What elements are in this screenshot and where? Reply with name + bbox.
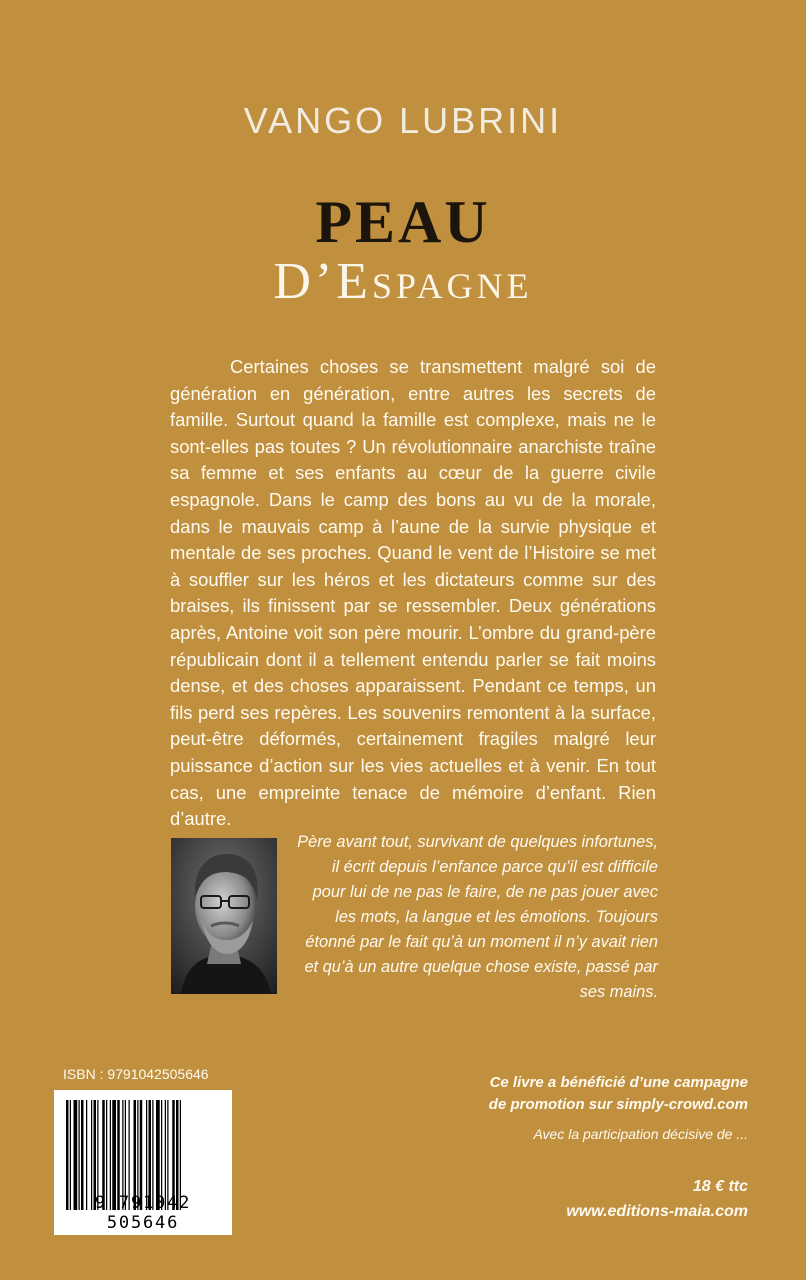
promo-line-1: Ce livre a bénéficié d’une campagne	[489, 1074, 748, 1091]
isbn-label: ISBN : 9791042505646	[63, 1066, 209, 1082]
price: 18 € ttc	[692, 1178, 748, 1195]
participation-text: Avec la participation décisive de ...	[533, 1126, 748, 1142]
author-portrait-image	[171, 838, 277, 994]
book-title-line1: PEAU	[315, 189, 491, 255]
promo-text	[418, 1072, 748, 1116]
barcode-bars	[54, 1090, 232, 1210]
barcode	[54, 1090, 232, 1235]
publisher-website: www.editions-maia.com	[566, 1203, 748, 1220]
synopsis-text: Certaines choses se transmettent malgré soi de génération en génération, entre autres les secrets de famille. Surtout quand la famille est complexe, mais ne le sont-elles pas toutes ? Un révolutionnaire anarchiste traîne sa femme et ses enfants au cœur de la guerre civile espagnole. Dans le camp des bons au vu de la morale, dans le mauvais camp à l’aune de la survie physique et mentale de ses proches. Quand le vent de l’Histoire se met à souffler sur les héros et les dictateurs comme sur des braises, ils finissent par se ressembler. Deux générations après, Antoine voit son père mourir. L’ombre du grand-père républicain dont il a tellement entendu parler se fait moins dense, et des choses apparaissent. Pendant ce temps, un fils perd ses repères. Les souvenirs remontent à la surface, peut-être déformés, certainement fragiles malgré leur puissance d’action sur les vies actuelles et à venir. En tout cas, une empreinte tenace de mémoire d’enfant. Rien d’autre.	[170, 356, 656, 830]
author-photo	[171, 838, 277, 994]
book-title-line2: D’Espagne	[273, 253, 533, 310]
synopsis	[170, 354, 656, 833]
barcode-digits: 9 791042 505646	[94, 1193, 192, 1233]
promo-line-2: de promotion sur simply-crowd.com	[488, 1096, 748, 1113]
author-name: VANGO LUBRINI	[243, 100, 563, 141]
author-bio: Père avant tout, survivant de quelques infortunes, il écrit depuis l’enfance parce qu’il est difficile pour lui de ne pas le faire, de ne pas jouer avec les mots, la langue et les émotions. Toujours étonné par le fait qu’à un moment il n’y avait rien et qu’à un autre quelque chose existe, passé par ses mains.	[297, 833, 658, 1001]
